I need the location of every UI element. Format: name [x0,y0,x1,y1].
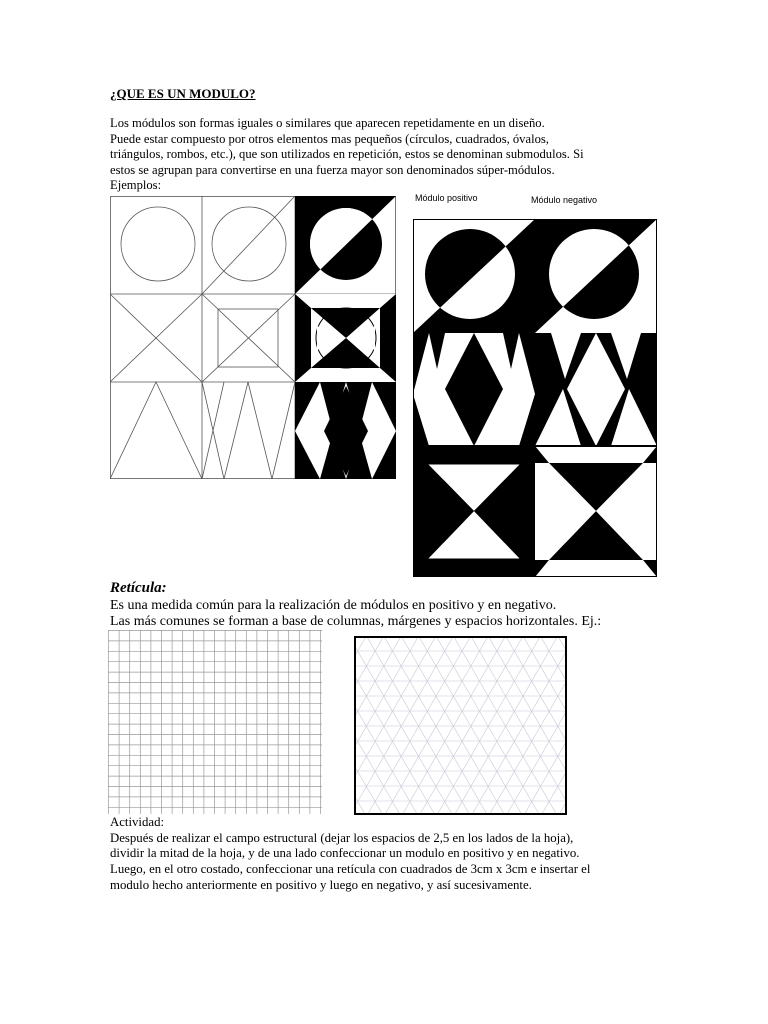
actividad-line: Luego, en el otro costado, confeccionar una retícula con cuadrados de 3cm x 3cm e insertar el [110,862,591,877]
reticula-text [110,598,601,630]
intro-line: Ejemplos: [110,178,162,192]
grid-frame [355,637,567,815]
reticula-title: Retícula: [110,580,167,596]
triangular-grid-reticle [354,636,567,815]
intro-line: estos se agrupan para convertirse en una fuerza mayor son denominados súper-módulos. [110,162,555,177]
actividad-heading: Actividad: [110,815,165,829]
square-grid-reticle [108,630,322,814]
actividad-section [110,815,590,894]
reticula-line: Las más comunes se forman a base de columnas, márgenes y espacios horizontales. Ej.: [110,614,602,629]
reticula-line: Es una medida común para la realización de módulos en positivo y en negativo. [110,598,557,613]
intro-paragraph [110,116,670,194]
intro-line: Puede estar compuesto por otros elementos mas pequeños (círculos, cuadrados, óvalos, [110,131,549,146]
intro-line: triángulos, rombos, etc.), que son utilizados en repetición, estos se denominan submodulos. Si [110,147,584,161]
actividad-line: dividir la mitad de la hoja, y de una lado confeccionar un modulo en positivo y en negativo. [110,846,580,861]
actividad-line: modulo hecho anteriormente en positivo y luego en negativo, y así sucesivamente. [110,877,532,892]
page-title: ¿QUE ES UN MODULO? [110,86,256,101]
caption-positive: Módulo positivo [415,193,478,203]
caption-negative: Módulo negativo [531,195,598,205]
actividad-line: Después de realizar el campo estructural (dejar los espacios de 2,5 en los lados de la hoja), [110,830,574,845]
positive-negative-modules [413,219,657,577]
intro-line: Los módulos son formas iguales o similares que aparecen repetidamente en un diseño. [110,116,545,130]
module-examples-grid [110,196,396,479]
